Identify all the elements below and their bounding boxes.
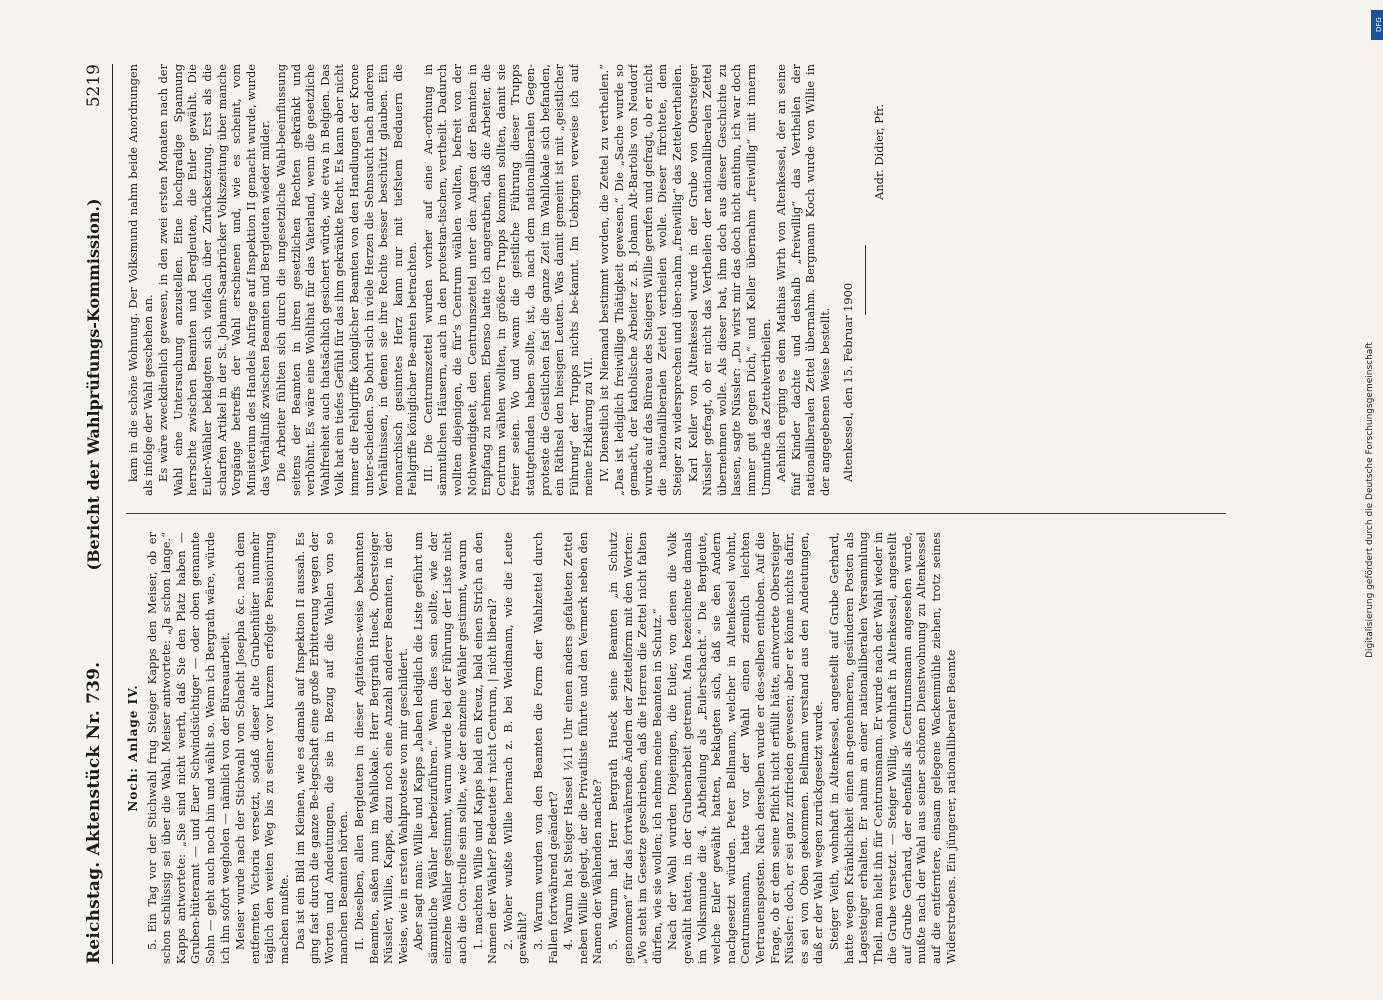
paragraph: 1. machten Willie und Kapps bald ein Kreuz, bald einen Strich an den Namen der Wähler? Bedeutete † nicht Centrum, | nicht liberal? — [470, 532, 500, 964]
right-column — [126, 64, 1226, 496]
right-paragraphs — [126, 64, 833, 496]
annex-heading: Noch: Anlage IV. — [126, 684, 140, 812]
running-header — [84, 64, 113, 964]
paragraph: IV. Dienstlich ist Niemand bestimmt worden, die Zettel zu vertheilen.“ „Das ist lediglich freiwillige Thätigkeit gewesen.“ Die „Sache wurde so gemacht, der katholische Arbeiter z. B. Johann Alt-Bartolis von Neudorf wurde auf das Büreau des Steigers Willie gerufen und gefragt, ob er nicht die nationalliberalen Zettel vertheilen wolle. Dieser fürchtete, dem Steiger zu widersprechen und über-nahm „freiwillig“ das Zettelvertheilen. — [597, 64, 684, 496]
date-line: Altenkessel, den 15. Februar 1900 — [840, 282, 855, 482]
paragraph: Karl Keller von Altenkessel wurde in der Grube von Obersteiger Nüssler gefragt, ob er nicht das Vertheilen der nationalliberalen Zettel übernehmen wolle. Als dieser bat, ihm doch aus dieser Geschichte zu lassen, sagte Nüssler: „Du wirst mir das doch nicht anthun, ich war doch immer gut gegen Dich,“ und Keller übernahm „freiwillig“ mit innerm Unmuthe das Zettelvertheilen. — [685, 64, 773, 496]
left-column — [126, 532, 1226, 964]
funding-notice: Digitalisierung gefördert durch die Deutsche Forschungsgemeinschaft — [1365, 342, 1375, 658]
paragraph: II. Dieselben, allen Bergleuten in dieser Agitations-weise bekannten Beamten, saßen nun im Wahllokale. Herr Bergrath Hueck, Obersteiger Nüssler, Willie, Kapps, dazu noch eine Anzahl anderer Beamten, in der Weise, wie in ersten Wahlproteste von mir geschildert. — [351, 532, 410, 964]
column-divider — [126, 513, 1226, 514]
header-subtitle: (Bericht der Wahlprüfungs-Kommission.) — [84, 198, 103, 571]
dfg-logo: DFG — [1371, 10, 1383, 40]
header-title: Reichstag. Aktenstück Nr. 739. — [84, 661, 104, 964]
page-number: 5219 — [84, 64, 104, 108]
paragraph: Meiser wurde nach der Stichwahl von Schacht Josepha &c. nach dem entfernten Victoria versetzt, sodaß dieser alte Grubenhüter nunmehr täglich den weiten Weg bis zu seiner vor kurzem erfolgte Pensionirung machen mußte. — [233, 532, 291, 964]
paragraph: 5. Ein Tag vor der Stichwahl frug Steiger Kapps den Meiser, ob er schon schlüssig sei über die Wahl. Meiser antwortete: „Ja schon lange.“ Kapps antwortete: „Sie sind nicht werth, daß Sie den Platz haben — Gruben-hüteramt — und Euer Schwindsüchtiger — oder oben genannte Sohn — geht auch noch hin und wählt so. Wenn ich Bergrath wäre, würde ich ihn sofort wegholen — nämlich von der Büreauarbeit. — [144, 532, 232, 964]
paragraph: III. Die Centrumszettel wurden vorher auf eine An-ordnung in sämmtlichen Häusern, auch in den protestan-tischen, vertheilt. Dadurch wollten diejenigen, die für's Centrum wählen wollten, befreit von der Nothwendigkeit, den Centrumszettel unter den Augen der Beamten in Empfang zu nehmen. Ebenso hatte ich angerathen, daß die Arbeiter, die Centrum wählen wollten, in größere Trupps kommen sollten, damit sie freier seien. Wo und wann die geistliche Führung dieser Trupps stattgefunden haben sollte, ist, da nach dem nationalliberalen Gegen-proteste die Geistlichen fast die ganze Zeit im Wahllokale sich befanden, ein Räthsel den hiesigen Leuten. Was damit gemeint ist mit „geistlicher Führung“ der Trupps nichts be-kannt. Im Uebrigen verweise ich auf meine Erklärung zu VII. — [420, 64, 596, 496]
paragraph: 2. Woher wußte Willie hernach z. B. bei Weidmann, wie die Leute gewählt? — [500, 532, 530, 964]
paragraph: Aber sagt man: Willie und Kapps „haben lediglich die Liste geführt um sämmtliche Wähler herbeizuführen.“ Wenn dies sein sollte, wie der einzelne Wähler gestimmt, warum wurde bei der Führung der Liste nicht auch die Con-trolle sein sollte, wie der einzelne Wähler gestimmt, warum — [411, 532, 470, 964]
paragraph: 5. Warum hat Herr Bergrath Hueck seine Beamten „in Schutz genommen“ für das fortwährende Ändern der Zettelform mit den Worten: „Wo steht im Gesetze geschrieben, daß die Herren die Zettel nicht falten dürfen, wie sie wollen; ich nehme meine Beamten in Schutz.“ — [606, 532, 664, 964]
page-content — [84, 64, 1224, 964]
paragraph: 3. Warum wurden von den Beamten die Form der Wahlzettel durch Fallen fortwährend geändert? — [531, 532, 560, 964]
paragraph: Das ist ein Bild im Kleinen, wie es damals auf Inspektion II aussah. Es ging fast durch die ganze Be-legschaft eine große Erbitterung wegen der Worten und Andeutungen, die sie in Bezug auf die Wahlen von so manchen Beamten hörten. — [292, 532, 351, 964]
paragraph: Die Arbeiter fühlten sich durch die ungesetzliche Wahl-beeinflussung seitens der Beamten in ihren gesetzlichen Rechten gekränkt und verhöhnt. Es wäre eine Wohlthat für das Vaterland, wenn die gesetzliche Wahlfreiheit auch thatsächlich gesichert würde, wie etwa in Belgien. Das Volk hat ein tiefes Gefühl für das ihm gekränkte Recht. Es kann aber nicht immer die Fehlgriffe königlicher Beamten von den Handlungen der Krone unter-scheiden. So bohrt sich in viele Herzen die Sehnsucht nach anderen Verhältnissen, in denen sie ihre Rechte besser beschützt glauben. Ein monarchisch gesinntes Herz kann nur mit tiefstem Bedauern die Fehlgriffe königlicher Be-amten betrachten. — [273, 64, 420, 496]
paragraph: kam in die schöne Wohnung. Der Volksmund nahm beide Anordnungen als infolge der Wahl geschehen an. — [126, 64, 155, 496]
paragraph: Es wäre zweckdienlich gewesen, in den zwei ersten Monaten nach der Wahl eine Untersuchung anzustellen. Eine hochgradige Spannung herrschte zwischen Beamten und Bergleuten, die Euler gewählt. Die Euler-Wähler beklagten sich vielfach über Zurücksetzung. Erst als die scharfen Artikel in der St. Johann-Saarbrücker Volkszeitung über manche Vorgänge betreffs der Wahl erschienen und, wie es scheint, vom Ministerium des Handels Anfrage auf Inspektion II gemacht wurde, wurde das Verhältniß zwischen Beamten und Bergleuten wieder milder. — [156, 64, 273, 496]
text-columns — [126, 64, 1226, 964]
paragraph: 4. Warum hat Steiger Hassel ½11 Uhr einen anders gefalteten Zettel neben Willie gelegt, der die Privatliste führte und den Vermerk neben den Namen der Wählenden machte? — [561, 532, 605, 964]
signature-rule — [865, 245, 866, 315]
left-paragraphs — [145, 532, 959, 964]
paragraph: Nach der Wahl wurden Diejenigen, die Euler, von denen die Volk gewählt hatten, in der Grubenarbeit getrennt. Man bezeichnete damals im Volksmunde die 4. Abtheilung als „Eulerschacht.“ Die Bergleute, welche Euler gewählt hatten, beklagten sich, daß sie den Andern nachgesetzt würden. Peter Bellmann, welcher in Altenkessel wohnt, Centrumsmann, hatte vor der Wahl einen ziemlich leichten Vertrauensposten. Nach derselben wurde er des-selben enthoben. Auf die Frage, ob er dem seine Pflicht nicht erfüllt hätte, antwortete Obersteiger Nüssler: doch, er sei ganz zufrieden gewesen; aber er könne nichts dafür, es sei von Oben gekommen. Bellmann verstand aus den Andeutungen, daß er der Wahl wegen zurückgesetzt wurde. — [665, 532, 826, 964]
paragraph: Aehnlich erging es dem Mathias Wirth von Altenkessel, der an seine fünf Kinder dachte und deshalb „freiwillig“ das Vertheilen der nationalliberalen Zettel übernahm. Bergmann Koch wurde von Willie in der angegebenen Weise bestellt. — [774, 64, 832, 496]
paragraph: Steiger Veith, wohnhaft in Altenkessel, angestellt auf Grube Gerhard, hatte wegen Kränklichkeit einen an-genehmeren, gesünderen Posten als Lagesteiger erhalten. Er nahm an einer nationalliberalen Versammlung Theil. man hielt ihn für Centrumsmann. Er wurde nach der Wahl wieder in die Grube versetzt. — Steiger Willig, wohnhaft in Altenkessel, angestellt auf Grube Gerhard, der ebenfalls als Centrumsmann angesehen wurde, mußte nach der Wahl aus seiner schönen Dienstwohnung zu Altenkessel auf die entferntere, einsam gelegene Wackenmühle ziehen, trotz seines Widerstrebens. Ein jüngerer, nationalliberaler Beamte — [826, 532, 958, 964]
signature: Andr. Didier, Pfr. — [872, 104, 887, 200]
